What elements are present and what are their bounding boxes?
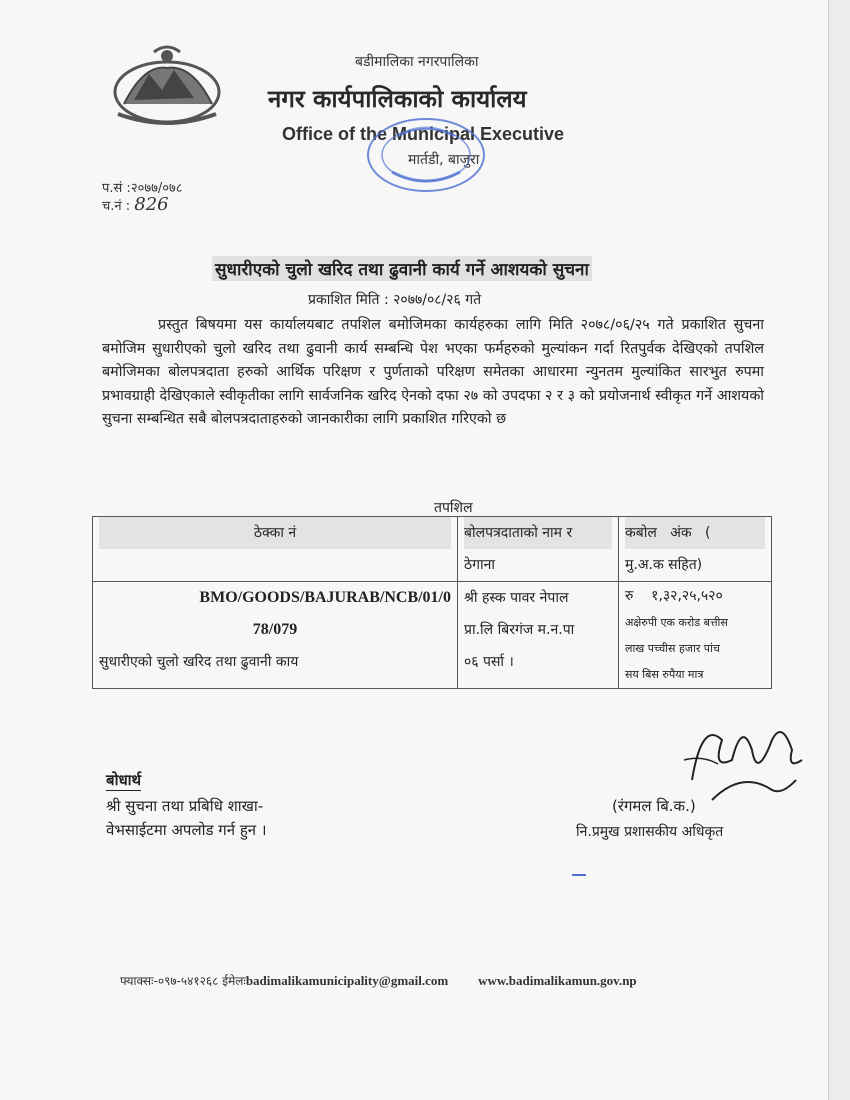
schedule-table <box>92 516 772 689</box>
notice-title: सुधारीएको चुलो खरिद तथा ढुवानी कार्य गर्ने आशयको सुचना <box>212 256 592 281</box>
notice-body: प्रस्तुत बिषयमा यस कार्यालयबाट तपशिल बमोजिमका कार्यहरुका लागि मिति २०७८/०६/२५ गते प्रकाशित सुचना बमोजिम सुधारीएको चुलो खरिद तथा ढुवानी कार्य सम्बन्धि पेश भएका फर्महरुको मुल्यांकन गर्दा रितपुर्वक देखिएको तपशिल बमोजिमका बोलपत्रदाता हरुको आर्थिक परिक्षण र पुर्णताको परिक्षण समेतका आधारमा न्युनतम मुल्यांकित सारभुत रुपमा प्रभावग्राही देखिएकाले स्वीकृतीका लागि सार्वजनिक खरिद ऐनको दफा २७ को उपदफा २ र ३ को प्रयोजनार्थ स्वीकृत गर्ने आशयको सुचना सम्बन्धित सबै बोलपत्रदाताहरुको जानकारीका लागि प्रकाशित गरिएको छ <box>102 317 764 427</box>
office-stamp <box>362 112 490 198</box>
contract-id-line1: BMO/GOODS/BAJURAB/NCB/01/0 <box>199 589 451 606</box>
bodhartha-heading: बोधार्थ <box>106 771 142 789</box>
cell-bidder: श्री हस्क पावर नेपाल प्रा.लि बिरगंज म.न.पा ०६ पर्सा । <box>458 582 619 689</box>
footer-website: www.badimalikamun.gov.np <box>478 973 637 988</box>
office-title-nepali: नगर कार्यपालिकाको कार्यालय <box>268 85 527 113</box>
footer-fax: फ्याक्सः-०९७-५४१२६८ <box>120 974 219 988</box>
bodhartha-line2: वेभसाईटमा अपलोड गर्न हुन । <box>106 821 267 839</box>
office-title-english: Office of the Municipal Executive <box>282 124 565 144</box>
chalani-label: च.नं : <box>102 199 131 214</box>
stamp-mark <box>572 874 586 876</box>
footer-email-label: ईमेलः <box>222 974 246 988</box>
contract-id-line2: 78/079 <box>252 621 298 638</box>
table-row <box>93 582 772 689</box>
schedule-caption: तपशिल <box>434 500 473 516</box>
table-header-row <box>93 517 772 582</box>
bodhartha-line1: श्री सुचना तथा प्रबिधि शाखा- <box>106 797 264 815</box>
cell-amount: रु १,३२,२५,५२० अक्षेरुपी एक करोड बत्तीस लाख पच्चीस हजार पांच सय बिस रुपैया मात्र <box>619 582 772 689</box>
cell-contract <box>93 582 458 689</box>
header-bidder: बोलपत्रदाताको नाम र ठेगाना <box>458 517 619 582</box>
contract-description: सुधारीएको चुलो खरिद तथा ढुवानी काय <box>99 654 299 670</box>
municipality-name: बडीमालिका नगरपालिका <box>355 54 479 70</box>
footer-email: badimalikamunicipality@gmail.com <box>245 973 449 988</box>
bid-amount: रु १,३२,२५,५२० <box>625 588 723 604</box>
chalani-number-row <box>102 194 169 215</box>
patra-sankhya: प.सं :२०७७/०७८ <box>102 181 183 196</box>
footer-contact <box>120 972 637 989</box>
government-emblem <box>104 44 230 134</box>
signatory-role: नि.प्रमुख प्रशासकीय अधिकृत <box>576 824 724 840</box>
office-location: मार्तडी, बाजुरा <box>408 152 480 168</box>
signatory-name: (रंगमल बि.क.) <box>612 797 696 815</box>
published-date: प्रकाशित मिति : २०७७/०८/२६ गते <box>308 292 482 308</box>
header-contract-no: ठेक्का नं <box>93 517 458 582</box>
header-amount: कबोल अंक ( मु.अ.क सहित) <box>619 517 772 582</box>
chalani-number: 826 <box>134 194 169 215</box>
